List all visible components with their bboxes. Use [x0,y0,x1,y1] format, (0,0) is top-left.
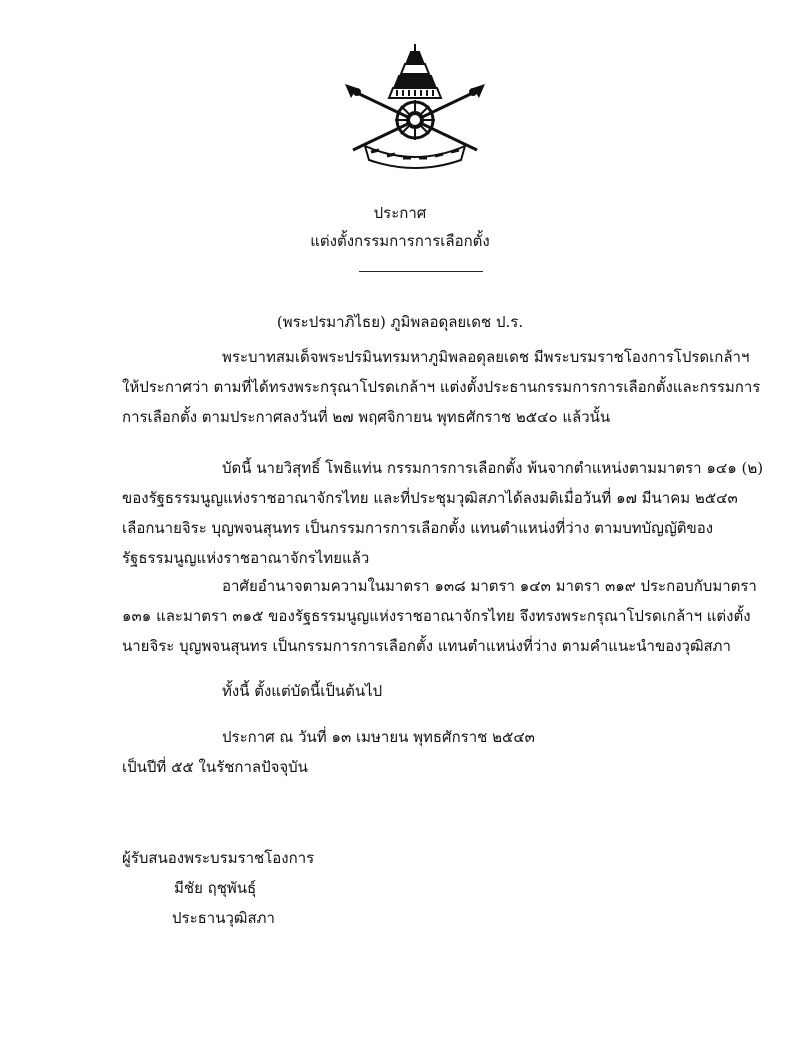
date-line: ประกาศ ณ วันที่ ๑๓ เมษายน พุทธศักราช ๒๕๔๓ [222,728,535,746]
paragraph-3 [122,571,757,661]
countersign-label: ผู้รับสนองพระบรมราชโองการ [122,849,315,867]
announcement-date [122,722,722,782]
announcement-subtitle: แต่งตั้งกรรมการการเลือกตั้ง [310,232,490,250]
paragraph-line: รัฐธรรมนูญแห่งราชอาณาจักรไทยแล้ว [122,549,370,567]
paragraph-line: บัดนี้ นายวิสุทธิ์ โพธิแท่น กรรมการการเลือกตั้ง พ้นจากตำแหน่งตามมาตรา ๑๔๑ (๒) [222,459,764,477]
paragraph-4 [122,676,722,706]
countersign-name: มีชัย ฤชุพันธุ์ [174,879,257,897]
countersign-position: ประธานวุฒิสภา [172,909,275,927]
countersignature [122,843,314,933]
paragraph-line: พระบาทสมเด็จพระปรมินทรมหาภูมิพลอดุลยเดช มีพระบรมราชโองการโปรดเกล้าฯ [222,348,750,366]
title-divider [359,271,483,272]
paragraph-line: อาศัยอำนาจตามความในมาตรา ๑๓๘ มาตรา ๑๔๓ มาตรา ๓๑๙ ประกอบกับมาตรา [222,577,757,595]
paragraph-line: ของรัฐธรรมนูญแห่งราชอาณาจักรไทย และที่ประชุมวุฒิสภาได้ลงมติเมื่อวันที่ ๑๗ มีนาคม ๒๕๔๓ [122,489,738,507]
reign-year-line: เป็นปีที่ ๕๕ ในรัชกาลปัจจุบัน [122,758,308,776]
paragraph-line: ๑๓๑ และมาตรา ๓๑๕ ของรัฐธรรมนูญแห่งราชอาณาจักรไทย จึงทรงพระกรุณาโปรดเกล้าฯ แต่งตั้ง [122,607,751,625]
royal-emblem-icon [337,40,493,170]
announcement-title: ประกาศ [373,204,427,222]
paragraph-2 [122,453,764,573]
royal-signature: (พระปรมาภิไธย) ภูมิพลอดุลยเดช ป.ร. [276,313,524,331]
paragraph-line: ทั้งนี้ ตั้งแต่บัดนี้เป็นต้นไป [222,682,383,700]
paragraph-line: เลือกนายจิระ บุญพจนสุนทร เป็นกรรมการการเลือกตั้ง แทนตำแหน่งที่ว่าง ตามบทบัญญัติของ [122,519,714,537]
paragraph-line: ให้ประกาศว่า ตามที่ได้ทรงพระกรุณาโปรดเกล้าฯ แต่งตั้งประธานกรรมการการเลือกตั้งและกรรมการ [122,378,761,396]
paragraph-line: การเลือกตั้ง ตามประกาศลงวันที่ ๒๗ พฤศจิกายน พุทธศักราช ๒๕๔๐ แล้วนั้น [122,408,611,426]
paragraph-1 [122,342,761,432]
paragraph-line: นายจิระ บุญพจนสุนทร เป็นกรรมการการเลือกตั้ง แทนตำแหน่งที่ว่าง ตามคำแนะนำของวุฒิสภา [122,637,731,655]
